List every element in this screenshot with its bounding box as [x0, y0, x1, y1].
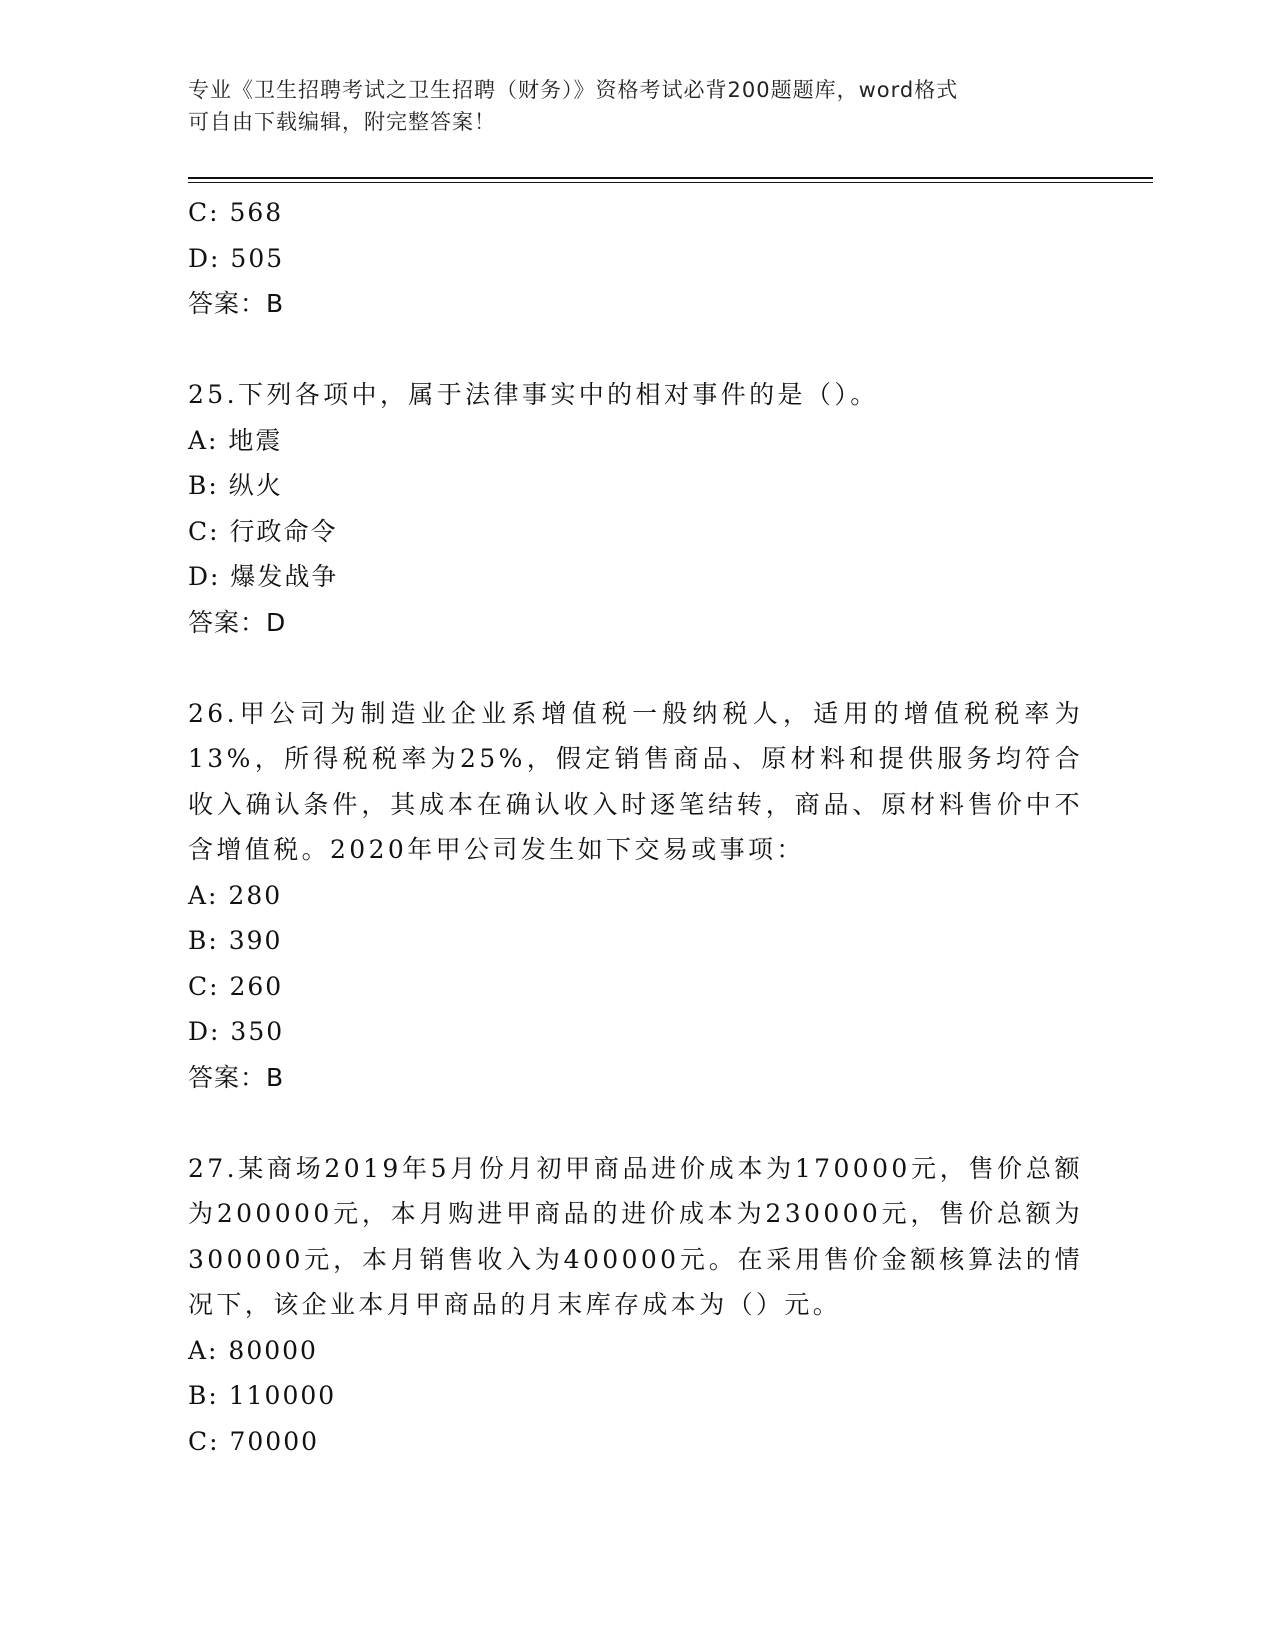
option-c: C: 568 — [188, 198, 284, 227]
option-a: A: 80000 — [188, 1335, 318, 1365]
option-d: D: 350 — [188, 1017, 285, 1046]
option-c: C: 260 — [188, 971, 284, 1001]
option-b: B: 纵火 — [188, 471, 283, 500]
option-a: A: 280 — [188, 880, 283, 910]
option-b: B: 110000 — [188, 1381, 337, 1410]
option-b: B: 390 — [188, 926, 283, 955]
option-d: D: 爆发战争 — [188, 562, 339, 591]
header-line-2: 可自由下载编辑，附完整答案！ — [188, 110, 496, 134]
question-stem: 26.甲公司为制造业企业系增值税一般纳税人，适用的增值税税率为13%，所得税税率为25%，假定销售商品、原材料和提供服务均符合收入确认条件，其成本在确认收入时逐笔结转，商品、原材料售价中不含增值税。2020年甲公司发生如下交易或事项： — [188, 698, 1083, 864]
document-header — [188, 74, 1088, 138]
question-26 — [188, 691, 1088, 1101]
question-25 — [188, 372, 1088, 645]
question-list — [188, 190, 1088, 1464]
answer-text: 答案：B — [188, 289, 285, 318]
option-a: A: 地震 — [188, 425, 283, 455]
question-27 — [188, 1146, 1088, 1465]
header-divider — [188, 177, 1153, 183]
answer-text: 答案：D — [188, 607, 287, 637]
option-c: C: 行政命令 — [188, 516, 338, 546]
option-d: D: 505 — [188, 243, 285, 273]
question-stem: 25.下列各项中，属于法律事实中的相对事件的是（）。 — [188, 380, 879, 409]
header-line-1: 专业《卫生招聘考试之卫生招聘（财务）》资格考试必背200题题库，word格式 — [188, 78, 959, 102]
question-stem: 27.某商场2019年5月份月初甲商品进价成本为170000元，售价总额为200000元，本月购进甲商品的进价成本为230000元，售价总额为300000元，本月销售收入为400000元。在采用售价金额核算法的情况下，该企业本月甲商品的月末库存成本为（）元。 — [188, 1153, 1083, 1319]
question-24-tail — [188, 190, 1088, 327]
option-c: C: 70000 — [188, 1426, 320, 1456]
answer-text: 答案：B — [188, 1062, 285, 1092]
